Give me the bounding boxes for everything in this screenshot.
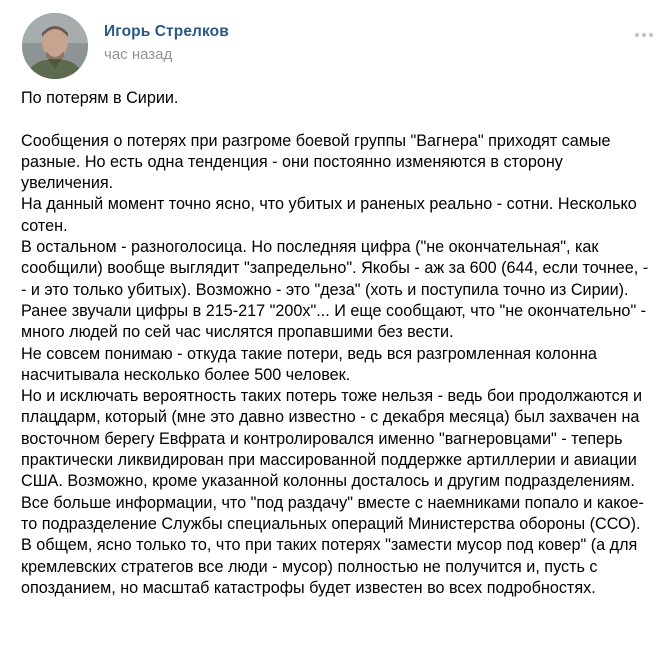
post-text-line: Все больше информации, что "под раздачу" вместе с наемниками попало и какое- xyxy=(21,493,644,512)
post-text-line: восточном берегу Евфрата и контролировался именно "вагнеровцами" - теперь xyxy=(21,429,623,448)
post-text-line: Сообщения о потерях при разгроме боевой группы "Вагнера" приходят самые xyxy=(21,131,611,150)
post-text-line: опозданием, но масштаб катастрофы будет известен во всех подробностях. xyxy=(21,578,596,597)
avatar[interactable] xyxy=(22,13,88,79)
post-text-line: США. Возможно, кроме указанной колонны досталось и другим подразделениям. xyxy=(21,472,635,491)
post-text-line: насчитывала несколько более 500 человек. xyxy=(21,365,351,384)
avatar-photo xyxy=(22,13,88,79)
paragraph-break xyxy=(21,109,666,130)
more-horizontal-icon xyxy=(642,33,646,37)
post-text-line: На данный момент точно ясно, что убитых и раненых реально - сотни. Несколько xyxy=(21,195,637,214)
post-text-line: В общем, ясно только то, что при таких потерях "замести мусор под ковер" (а для xyxy=(21,536,638,555)
post-text xyxy=(21,88,666,599)
author-name[interactable]: Игорь Стрелков xyxy=(104,23,229,40)
post-text-line: сообщили) вообще выглядит "запредельно". Якобы - аж за 600 (644, если точнее, - xyxy=(21,259,649,278)
post-text-line: - и это только убитых). Возможно - это "деза" (хоть и поступила точно из Сирии). xyxy=(21,280,629,299)
post-text-line: то подразделение Службы специальных операций Министерства обороны (ССО). xyxy=(21,514,641,533)
post-text-line: сотен. xyxy=(21,216,68,235)
post-text-line: В остальном - разноголосица. Но последняя цифра ("не окончательная", как xyxy=(21,238,599,257)
post-text-line: плацдарм, который (мне это давно известно - с декабря месяца) был захвачен на xyxy=(21,408,640,427)
post-time[interactable]: час назад xyxy=(104,46,173,63)
post-text-line: много людей по сей час числятся пропавшими без вести. xyxy=(21,323,454,342)
post-text-line: По потерям в Сирии. xyxy=(21,89,179,107)
post-text-line: разные. Но есть одна тенденция - они постоянно изменяются в сторону xyxy=(21,152,563,171)
post-text-line: практически ликвидирован при массированной поддержке артиллерии и авиации xyxy=(21,451,637,470)
post-text-line: увеличения. xyxy=(21,174,114,193)
post-text-line: Но и исключать вероятность таких потерь тоже нельзя - ведь бои продолжаются и xyxy=(21,387,642,406)
post-text-line: Не совсем понимаю - откуда такие потери, ведь вся разгромленная колонна xyxy=(21,344,597,363)
post-text-line: кремлевских стратегов все люди - мусор) полностью не получится и, пусть с xyxy=(21,557,598,576)
more-horizontal-icon xyxy=(635,33,639,37)
post-text-line: Ранее звучали цифры в 215-217 "200х"... И еще сообщают, что "не окончательно" - xyxy=(21,301,647,320)
more-horizontal-icon xyxy=(649,33,653,37)
more-options-button[interactable] xyxy=(632,30,656,40)
